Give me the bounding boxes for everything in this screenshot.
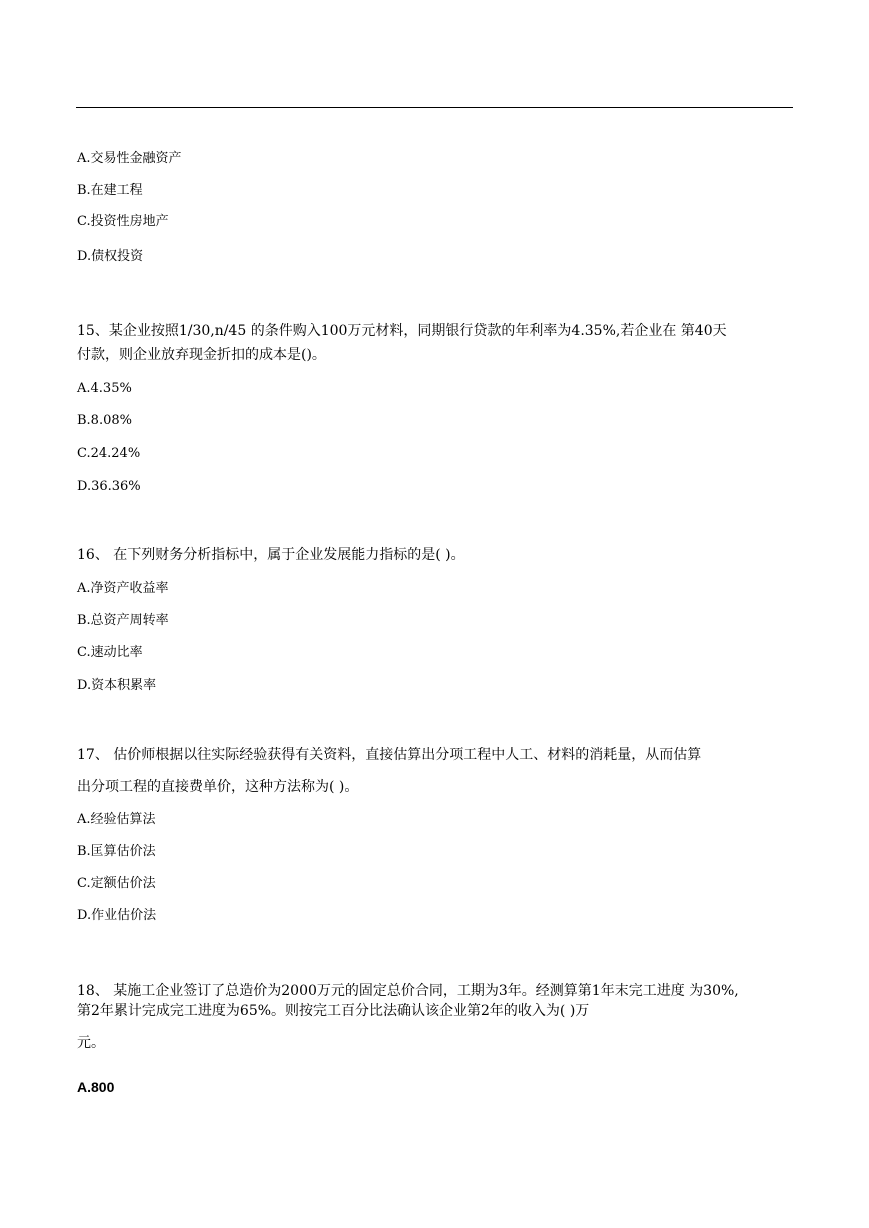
q15-option-a: A.4.35% (77, 381, 132, 396)
q14-option-b: B.在建工程 (77, 183, 143, 198)
q15-option-b: B.8.08% (77, 413, 132, 428)
q15-stem-line2: 付款，则企业放弃现金折扣的成本是()。 (77, 347, 326, 363)
q14-option-c: C.投资性房地产 (77, 214, 169, 229)
q15-stem-line1: 15、某企业按照1/30,n/45 的条件购入100万元材料，同期银行贷款的年利率为4.35%,若企业在 第40天 (77, 323, 727, 339)
q18-option-a: A.800 (77, 1079, 115, 1095)
q16-option-d: D.资本积累率 (77, 678, 157, 693)
q17-option-a: A.经验估算法 (77, 812, 156, 827)
q16-stem-line1: 16、 在下列财务分析指标中，属于企业发展能力指标的是( )。 (77, 547, 465, 563)
q17-option-c: C.定额估价法 (77, 876, 156, 891)
q17-stem-line2: 出分项工程的直接费单价，这种方法称为( )。 (77, 779, 359, 795)
q15-option-d: D.36.36% (77, 479, 141, 494)
q17-stem-line1: 17、 估价师根据以往实际经验获得有关资料，直接估算出分项工程中人工、材料的消耗量，从而估算 (77, 747, 702, 763)
q14-option-a: A.交易性金融资产 (77, 151, 182, 166)
q18-stem-line1: 18、 某施工企业签订了总造价为2000万元的固定总价合同，工期为3年。经测算第1年末完工进度 为30%, (77, 983, 739, 999)
q14-option-d: D.债权投资 (77, 249, 144, 264)
q17-option-b: B.匡算估价法 (77, 844, 156, 859)
q18-stem-line3: 元。 (77, 1035, 105, 1051)
header-rule (76, 107, 793, 108)
q15-option-c: C.24.24% (77, 446, 141, 461)
q16-option-b: B.总资产周转率 (77, 613, 169, 628)
q18-stem-line2: 第2年累计完成完工进度为65%。则按完工百分比法确认该企业第2年的收入为( )万 (77, 1003, 590, 1019)
q16-option-a: A.净资产收益率 (77, 581, 169, 596)
q17-option-d: D.作业估价法 (77, 908, 157, 923)
q16-option-c: C.速动比率 (77, 645, 143, 660)
